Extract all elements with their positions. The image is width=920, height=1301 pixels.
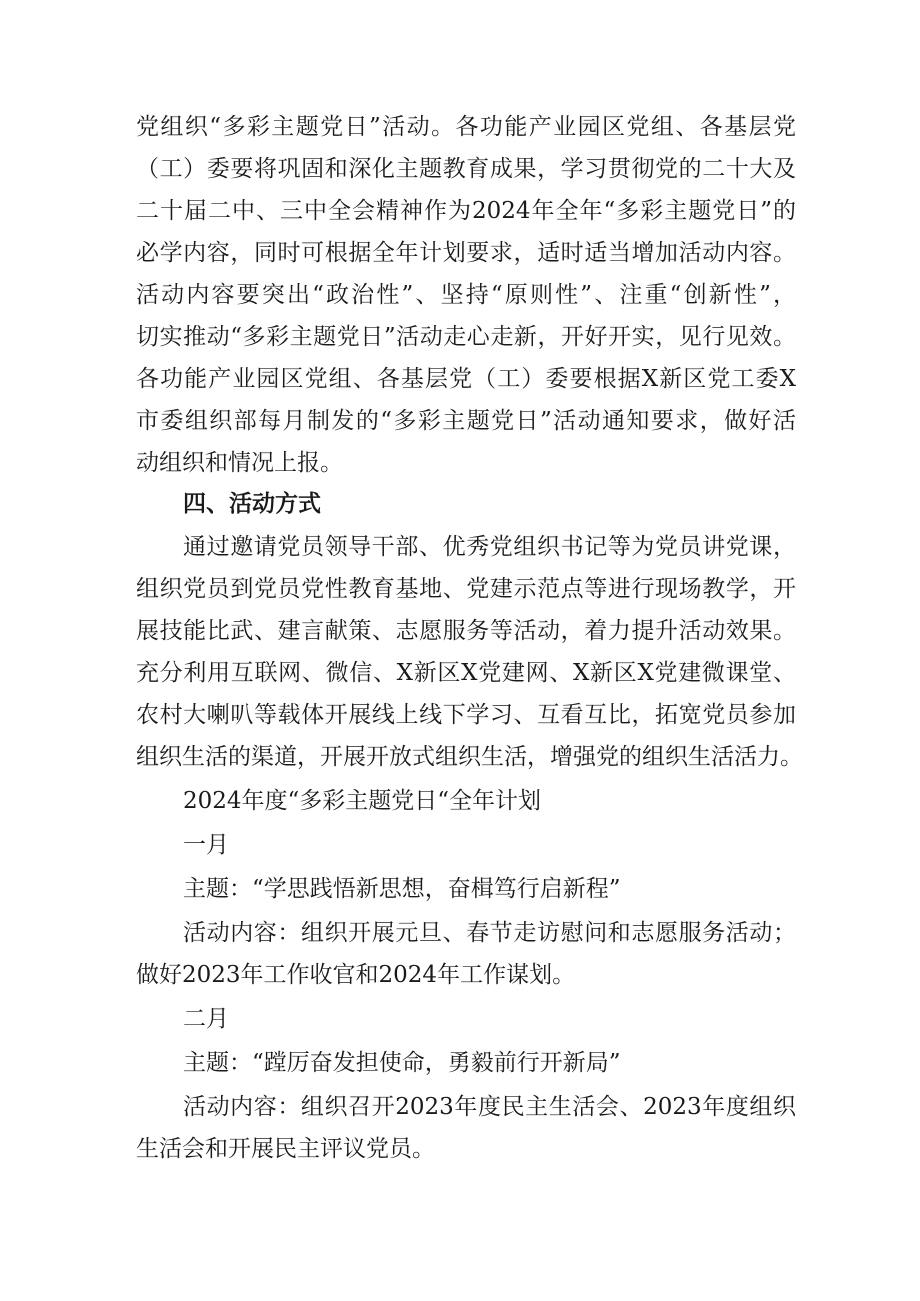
section-4-line-1: 通过邀请党员领导干部、优秀党组织书记等为党员讲党课， (183, 534, 796, 560)
section-4-line-2: 组织党员到党员党性教育基地、党建示范点等进行现场教学，开 (136, 576, 796, 602)
paragraph-1-line-2: （工）委要将巩固和深化主题教育成果，学习贯彻党的二十大及 (136, 156, 796, 182)
paragraph-1-line-5: 活动内容要突出“政治性”、坚持“原则性”、注重“创新性”， (136, 282, 796, 308)
section-4-line-6: 组织生活的渠道，开展开放式组织生活，增强党的组织生活活力。 (136, 744, 803, 770)
paragraph-1-line-1: 党组织“多彩主题党日”活动。各功能产业园区党组、各基层党 (136, 114, 796, 140)
paragraph-1-line-9: 动组织和情况上报。 (136, 450, 343, 476)
month-name-february: 二月 (183, 1006, 229, 1032)
month-name-january: 一月 (183, 832, 229, 858)
month-content-january-line-1: 活动内容：组织开展元旦、春节走访慰问和志愿服务活动； (183, 920, 796, 946)
plan-title: 2024年度“多彩主题党日“全年计划 (183, 788, 542, 814)
month-content-february-line-2: 生活会和开展民主评议党员。 (136, 1136, 435, 1162)
paragraph-1-line-6: 切实推动“多彩主题党日”活动走心走新，开好开实，见行见效。 (136, 324, 796, 350)
month-content-february-line-1: 活动内容：组织召开2023年度民主生活会、2023年度组织 (183, 1094, 796, 1120)
section-4-line-4: 充分利用互联网、微信、X新区X党建网、X新区X党建微课堂、 (136, 660, 796, 686)
section-4-line-5: 农村大喇叭等载体开展线上线下学习、互看互比，拓宽党员参加 (136, 702, 796, 728)
section-4-heading: 四、活动方式 (183, 491, 321, 517)
paragraph-1-line-8: 市委组织部每月制发的“多彩主题党日”活动通知要求，做好活 (136, 408, 796, 434)
month-theme-february: 主题：“蹚厉奋发担使命，勇毅前行开新局” (183, 1050, 621, 1076)
paragraph-1-line-4: 必学内容，同时可根据全年计划要求，适时适当增加活动内容。 (136, 240, 796, 266)
section-4-line-3: 展技能比武、建言献策、志愿服务等活动，着力提升活动效果。 (136, 618, 796, 644)
month-content-january-line-2: 做好2023年工作收官和2024年工作谋划。 (136, 962, 576, 988)
paragraph-1-line-7: 各功能产业园区党组、各基层党（工）委要根据X新区党工委X (136, 366, 796, 392)
month-theme-january: 主题：“学思践悟新思想，奋楫笃行启新程” (183, 876, 621, 902)
paragraph-1-line-3: 二十届二中、三中全会精神作为2024年全年“多彩主题党日”的 (136, 198, 796, 224)
